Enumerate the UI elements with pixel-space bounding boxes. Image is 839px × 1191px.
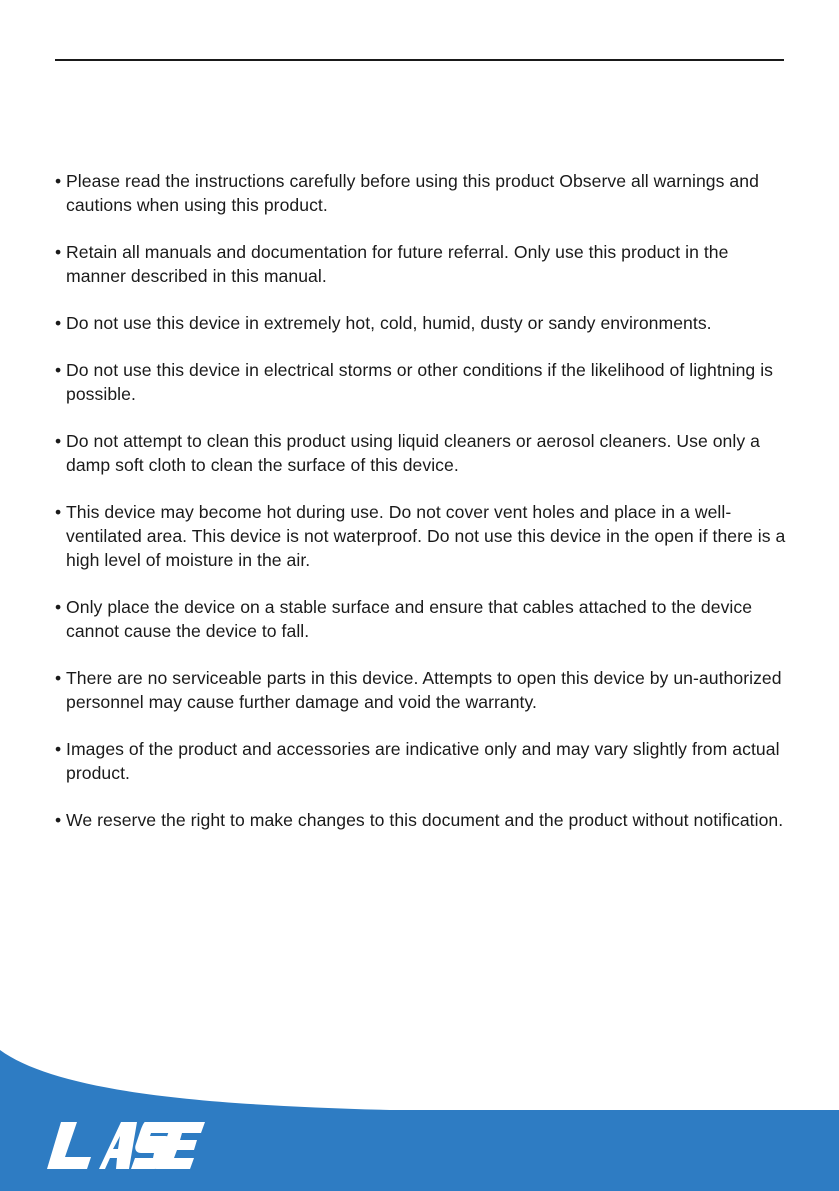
warning-text: Please read the instructions carefully before using this product Observe all warnings and cautions when using this product. <box>66 171 759 215</box>
warning-text: Do not use this device in electrical storms or other conditions if the likelihood of lightning is possible. <box>66 360 774 404</box>
warning-item <box>55 240 790 288</box>
warning-item <box>55 169 790 217</box>
warning-item <box>55 311 790 335</box>
warning-text: There are no serviceable parts in this device. Attempts to open this device by un-authorized personnel may cause further damage and void the warranty. <box>66 668 782 712</box>
warning-item <box>55 429 790 477</box>
warning-item <box>55 358 790 406</box>
bullet-icon: • <box>55 739 62 759</box>
bullet-icon: • <box>55 668 62 688</box>
warning-text: Do not use this device in extremely hot, cold, humid, dusty or sandy environments. <box>66 313 712 333</box>
warning-text: Retain all manuals and documentation for future referral. Only use this product in the manner described in this manual. <box>66 242 729 286</box>
bullet-icon: • <box>55 242 62 262</box>
warning-item <box>55 500 790 572</box>
warning-text: This device may become hot during use. Do not cover vent holes and place in a well-ventilated area. This device is not waterproof. Do not use this device in the open if there is a high level of moisture in the air. <box>66 502 786 570</box>
warning-item <box>55 737 790 785</box>
warning-text: Images of the product and accessories are indicative only and may vary slightly from actual product. <box>66 739 780 783</box>
bullet-icon: • <box>55 313 62 333</box>
bullet-icon: • <box>55 810 62 830</box>
warning-item <box>55 808 790 832</box>
warning-item <box>55 595 790 643</box>
warning-text: We reserve the right to make changes to this document and the product without notification. <box>66 810 784 830</box>
warning-item <box>55 666 790 714</box>
bullet-icon: • <box>55 431 62 451</box>
safety-warnings-list <box>55 169 790 855</box>
bullet-icon: • <box>55 502 62 522</box>
bullet-icon: • <box>55 171 62 191</box>
bullet-icon: • <box>55 360 62 380</box>
laser-logo <box>47 1120 213 1175</box>
bullet-icon: • <box>55 597 62 617</box>
header-divider <box>55 59 784 61</box>
warning-text: Do not attempt to clean this product using liquid cleaners or aerosol cleaners. Use only a damp soft cloth to clean the surface of this device. <box>66 431 760 475</box>
warning-text: Only place the device on a stable surface and ensure that cables attached to the device cannot cause the device to fall. <box>66 597 753 641</box>
